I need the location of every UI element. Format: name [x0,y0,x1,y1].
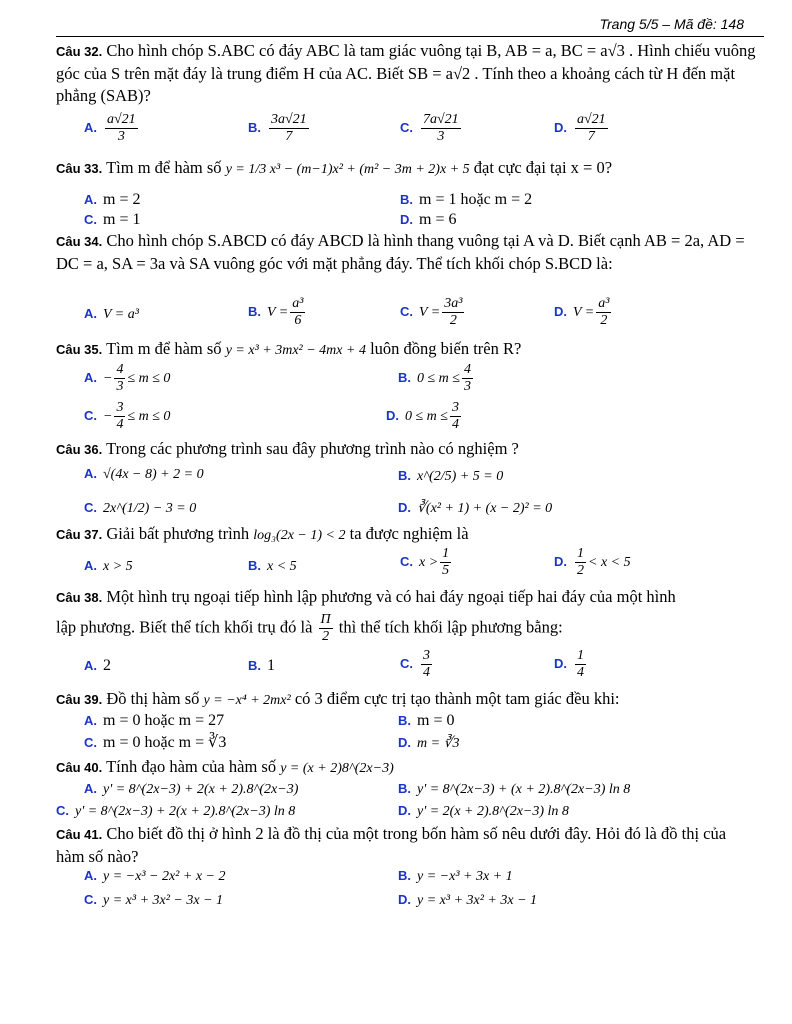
q33-option-a[interactable]: A. m = 2 [84,191,141,208]
q39-option-c[interactable]: C. m = 0 hoặc m = ∛3 [84,734,227,751]
question-34: Câu 34. Cho hình chóp S.ABCD có đáy ABCD là hình thang vuông tại A và D. Biết cạnh AB = 2a, AD = DC = a, SA = 3a và SA vuông góc với mặt phẳng đáy. Thể tích khối chóp S.BCD là: [56,231,745,273]
q34-option-c[interactable]: C. V = $\frac{\text{3a³}}{2}$ [400,296,463,328]
q35-option-a[interactable]: A. − $\frac{4}{3}$ ≤ m ≤ 0 [84,362,171,394]
q32-option-a[interactable]: A. $\frac{a√21}{3}$ [84,112,136,144]
question-36: Câu 36. Trong các phương trình sau đây phương trình nào có nghiệm ? [56,439,519,458]
q38-option-d[interactable]: D. $\frac{1}{4}$ [554,648,584,680]
q37-option-c[interactable]: C. x > $\frac{1}{5}$ [400,546,450,578]
q34-option-b[interactable]: B. V = $\frac{\text{a³}}{6}$ [248,296,304,328]
question-38: Câu 38. Một hình trụ ngoại tiếp hình lập phương và có hai đáy ngoại tiếp hai đáy của một hình [56,587,676,606]
q36-option-a[interactable]: A. √(4x − 8) + 2 = 0 [84,466,204,482]
q38-option-c[interactable]: C. $\frac{3}{4}$ [400,648,430,680]
q38-option-a[interactable]: A. 2 [84,657,111,674]
q39-option-b[interactable]: B. m = 0 [398,712,455,729]
q34-option-d[interactable]: D. V = $\frac{\text{a³}}{2}$ [554,296,610,328]
q41-option-a[interactable]: A. y = −x³ − 2x² + x − 2 [84,868,226,884]
q34-option-a[interactable]: A. V = a³ [84,306,139,322]
question-38-line2: lập phương. Biết thể tích khối trụ đó là $\frac{\Pi}{2}$ thì thể tích khối lập phương bằng: [56,612,563,644]
q36-option-b[interactable]: B. x^(2/5) + 5 = 0 [398,468,504,484]
question-37: Câu 37. Giải bất phương trình log₃(2x − 1) < 2 ta được nghiệm là [56,524,469,543]
q41-option-b[interactable]: B. y = −x³ + 3x + 1 [398,868,513,884]
q35-option-d[interactable]: D. 0 ≤ m ≤ $\frac{3}{4}$ [386,400,459,432]
header-divider [56,36,764,37]
q33-option-d[interactable]: D. m = 6 [400,211,457,228]
q39-option-a[interactable]: A. m = 0 hoặc m = 27 [84,712,225,729]
q36-option-c[interactable]: C. 2x^(1/2) − 3 = 0 [84,500,197,516]
q38-option-b[interactable]: B. 1 [248,657,275,674]
q37-option-a[interactable]: A. x > 5 [84,558,133,574]
question-40: Câu 40. Tính đạo hàm của hàm số y = (x + 2)8^(2x−3) [56,757,394,776]
question-35: Câu 35. Tìm m để hàm số y = x³ + 3mx² − 4mx + 4 luôn đồng biến trên R? [56,339,522,358]
q33-option-b[interactable]: B. m = 1 hoặc m = 2 [400,191,533,208]
q36-option-d[interactable]: D. ∛(x² + 1) + (x − 2)² = 0 [398,500,553,516]
q40-option-d[interactable]: D. y' = 2(x + 2).8^(2x−3) ln 8 [398,803,569,819]
question-39: Câu 39. Đồ thị hàm số y = −x⁴ + 2mx² có 3 điểm cực trị tạo thành một tam giác đều khi: [56,689,620,708]
q32-option-c[interactable]: C. $\frac{7a√21}{3}$ [400,112,459,144]
q40-option-c[interactable]: C. y' = 8^(2x−3) + 2(x + 2).8^(2x−3) ln 8 [56,803,296,819]
question-33: Câu 33. Tìm m để hàm số y = 1/3 x³ − (m−1)x² + (m² − 3m + 2)x + 5 đạt cực đại tại x = 0? [56,158,613,177]
q39-option-d[interactable]: D. m = ∛3 [398,735,460,751]
q32-option-d[interactable]: D. $\frac{a√21}{7}$ [554,112,606,144]
q40-option-b[interactable]: B. y' = 8^(2x−3) + (x + 2).8^(2x−3) ln 8 [398,781,631,797]
q32-option-b[interactable]: B. $\frac{3a√21}{7}$ [248,112,307,144]
question-32 [56,40,756,107]
question-number: Câu 32. [56,44,103,59]
q41-option-d[interactable]: D. y = x³ + 3x² + 3x − 1 [398,892,538,908]
q37-option-d[interactable]: D. $\frac{1}{2}$ < x < 5 [554,546,631,578]
q40-option-a[interactable]: A. y' = 8^(2x−3) + 2(x + 2).8^(2x−3) [84,781,299,797]
q33-option-c[interactable]: C. m = 1 [84,211,141,228]
question-text: Cho hình chóp S.ABC có đáy ABC là tam giác vuông tại B, AB = a, BC = a√3 . Hình chiếu vuông góc của S trên mặt đáy là trung điểm H của AC. Biết SB = a√2 . Tính theo a khoảng cách từ H đến mặt phẳng (SAB)? [56,41,756,105]
q37-option-b[interactable]: B. x < 5 [248,558,297,574]
formula: y = 1/3 x³ − (m−1)x² + (m² − 3m + 2)x + 5 [225,162,470,177]
question-41: Câu 41. Cho biết đồ thị ở hình 2 là đồ thị của một trong bốn hàm số nêu dưới đây. Hỏi đó là đồ thị của hàm số nào? [56,824,727,866]
q35-option-b[interactable]: B. 0 ≤ m ≤ $\frac{4}{3}$ [398,362,471,394]
q41-option-c[interactable]: C. y = x³ + 3x² − 3x − 1 [84,892,224,908]
page-header: Trang 5/5 – Mã đề: 148 [599,16,744,32]
q35-option-c[interactable]: C. − $\frac{3}{4}$ ≤ m ≤ 0 [84,400,171,432]
